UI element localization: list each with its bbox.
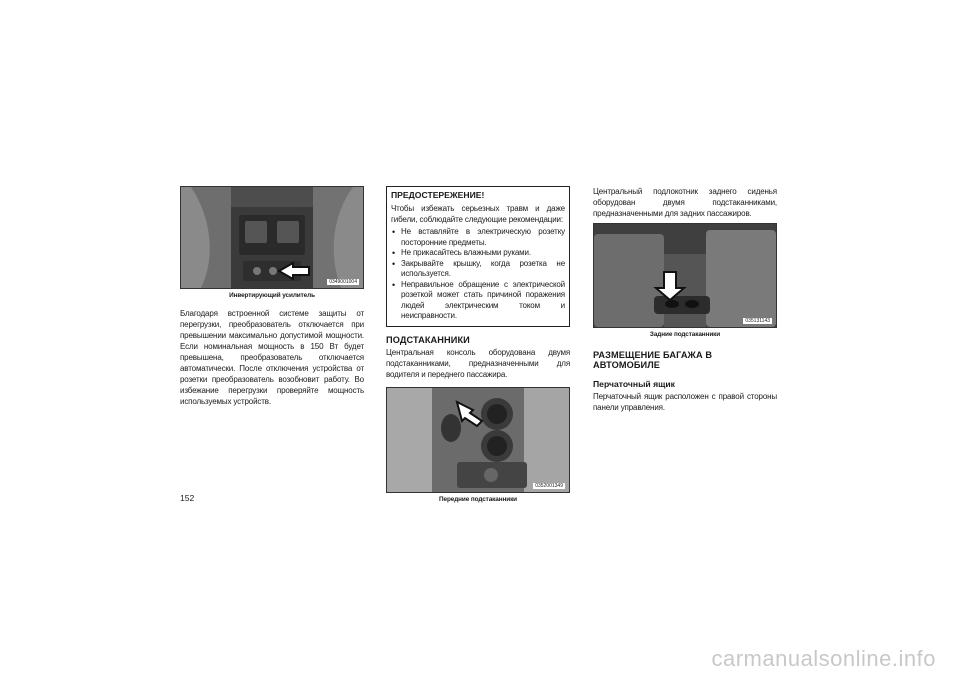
- figure-code: 0352001349: [535, 482, 563, 489]
- front-cupholders-illustration: [387, 388, 569, 492]
- warning-item: • Не вставляйте в электрическую розетку посторонние предметы.: [391, 227, 565, 248]
- warning-item: • Неправильное обращение с электрической розеткой может стать причиной поражения людей электрическим током и неисправности.: [391, 280, 565, 322]
- section-heading-storage: РАЗМЕЩЕНИЕ БАГАЖА В АВТОМОБИЛЕ: [593, 350, 713, 370]
- warning-box: [386, 186, 570, 327]
- glovebox-paragraph: Перчаточный ящик расположен с правой стороны панели управления.: [593, 392, 777, 412]
- subheading-glovebox: Перчаточный ящик: [593, 379, 675, 389]
- overload-paragraph: Благодаря встроенной системе защиты от перегрузки, преобразователь отключается при превышении максимально допустимой мощности. Если номинальная мощность в 150 Вт будет превышена, преобразователь отключается автоматически. После отключения устройства от розетки преобразователь возобновит работу. Во избежание перегрузки проверяйте мощность используемых устройств.: [180, 309, 364, 406]
- figure-code: 035131143: [745, 318, 770, 324]
- figure-code: 0349001004: [329, 279, 357, 285]
- figure-caption: Задние подстаканники: [649, 331, 721, 338]
- column-right: [593, 186, 777, 413]
- cupholders-paragraph: Центральная консоль оборудована двумя подстаканниками, предназначенными для водителя и переднего пассажира.: [386, 347, 570, 379]
- column-left: [180, 186, 364, 407]
- section-heading-cupholders: ПОДСТАКАННИКИ: [386, 334, 470, 345]
- warning-title: ПРЕДОСТЕРЕЖЕНИЕ!: [391, 190, 485, 200]
- warning-list: [391, 227, 565, 322]
- warning-intro: Чтобы избежать серьезных травм и даже гибели, соблюдайте следующие рекомендации:: [391, 204, 565, 224]
- rear-armrest-paragraph: Центральный подлокотник заднего сиденья оборудован двумя подстаканниками, предназначенными для задних пассажиров.: [593, 187, 777, 218]
- watermark-text: carmanualsonline.info: [711, 646, 936, 671]
- rear-cupholders-photo: [593, 223, 777, 328]
- page-number: 152: [180, 493, 195, 503]
- figure-caption: Передние подстаканники: [439, 495, 517, 503]
- figure-caption: Инвертирующий усилитель: [229, 292, 315, 299]
- power-inverter-photo: [180, 186, 364, 289]
- power-inverter-illustration: [181, 187, 363, 288]
- front-cupholders-photo: [386, 387, 570, 493]
- warning-item: • Не прикасайтесь влажными руками.: [391, 248, 565, 259]
- column-middle: [386, 186, 570, 503]
- rear-cupholders-illustration: [594, 224, 776, 327]
- warning-item: • Закрывайте крышку, когда розетка не используется.: [391, 259, 565, 280]
